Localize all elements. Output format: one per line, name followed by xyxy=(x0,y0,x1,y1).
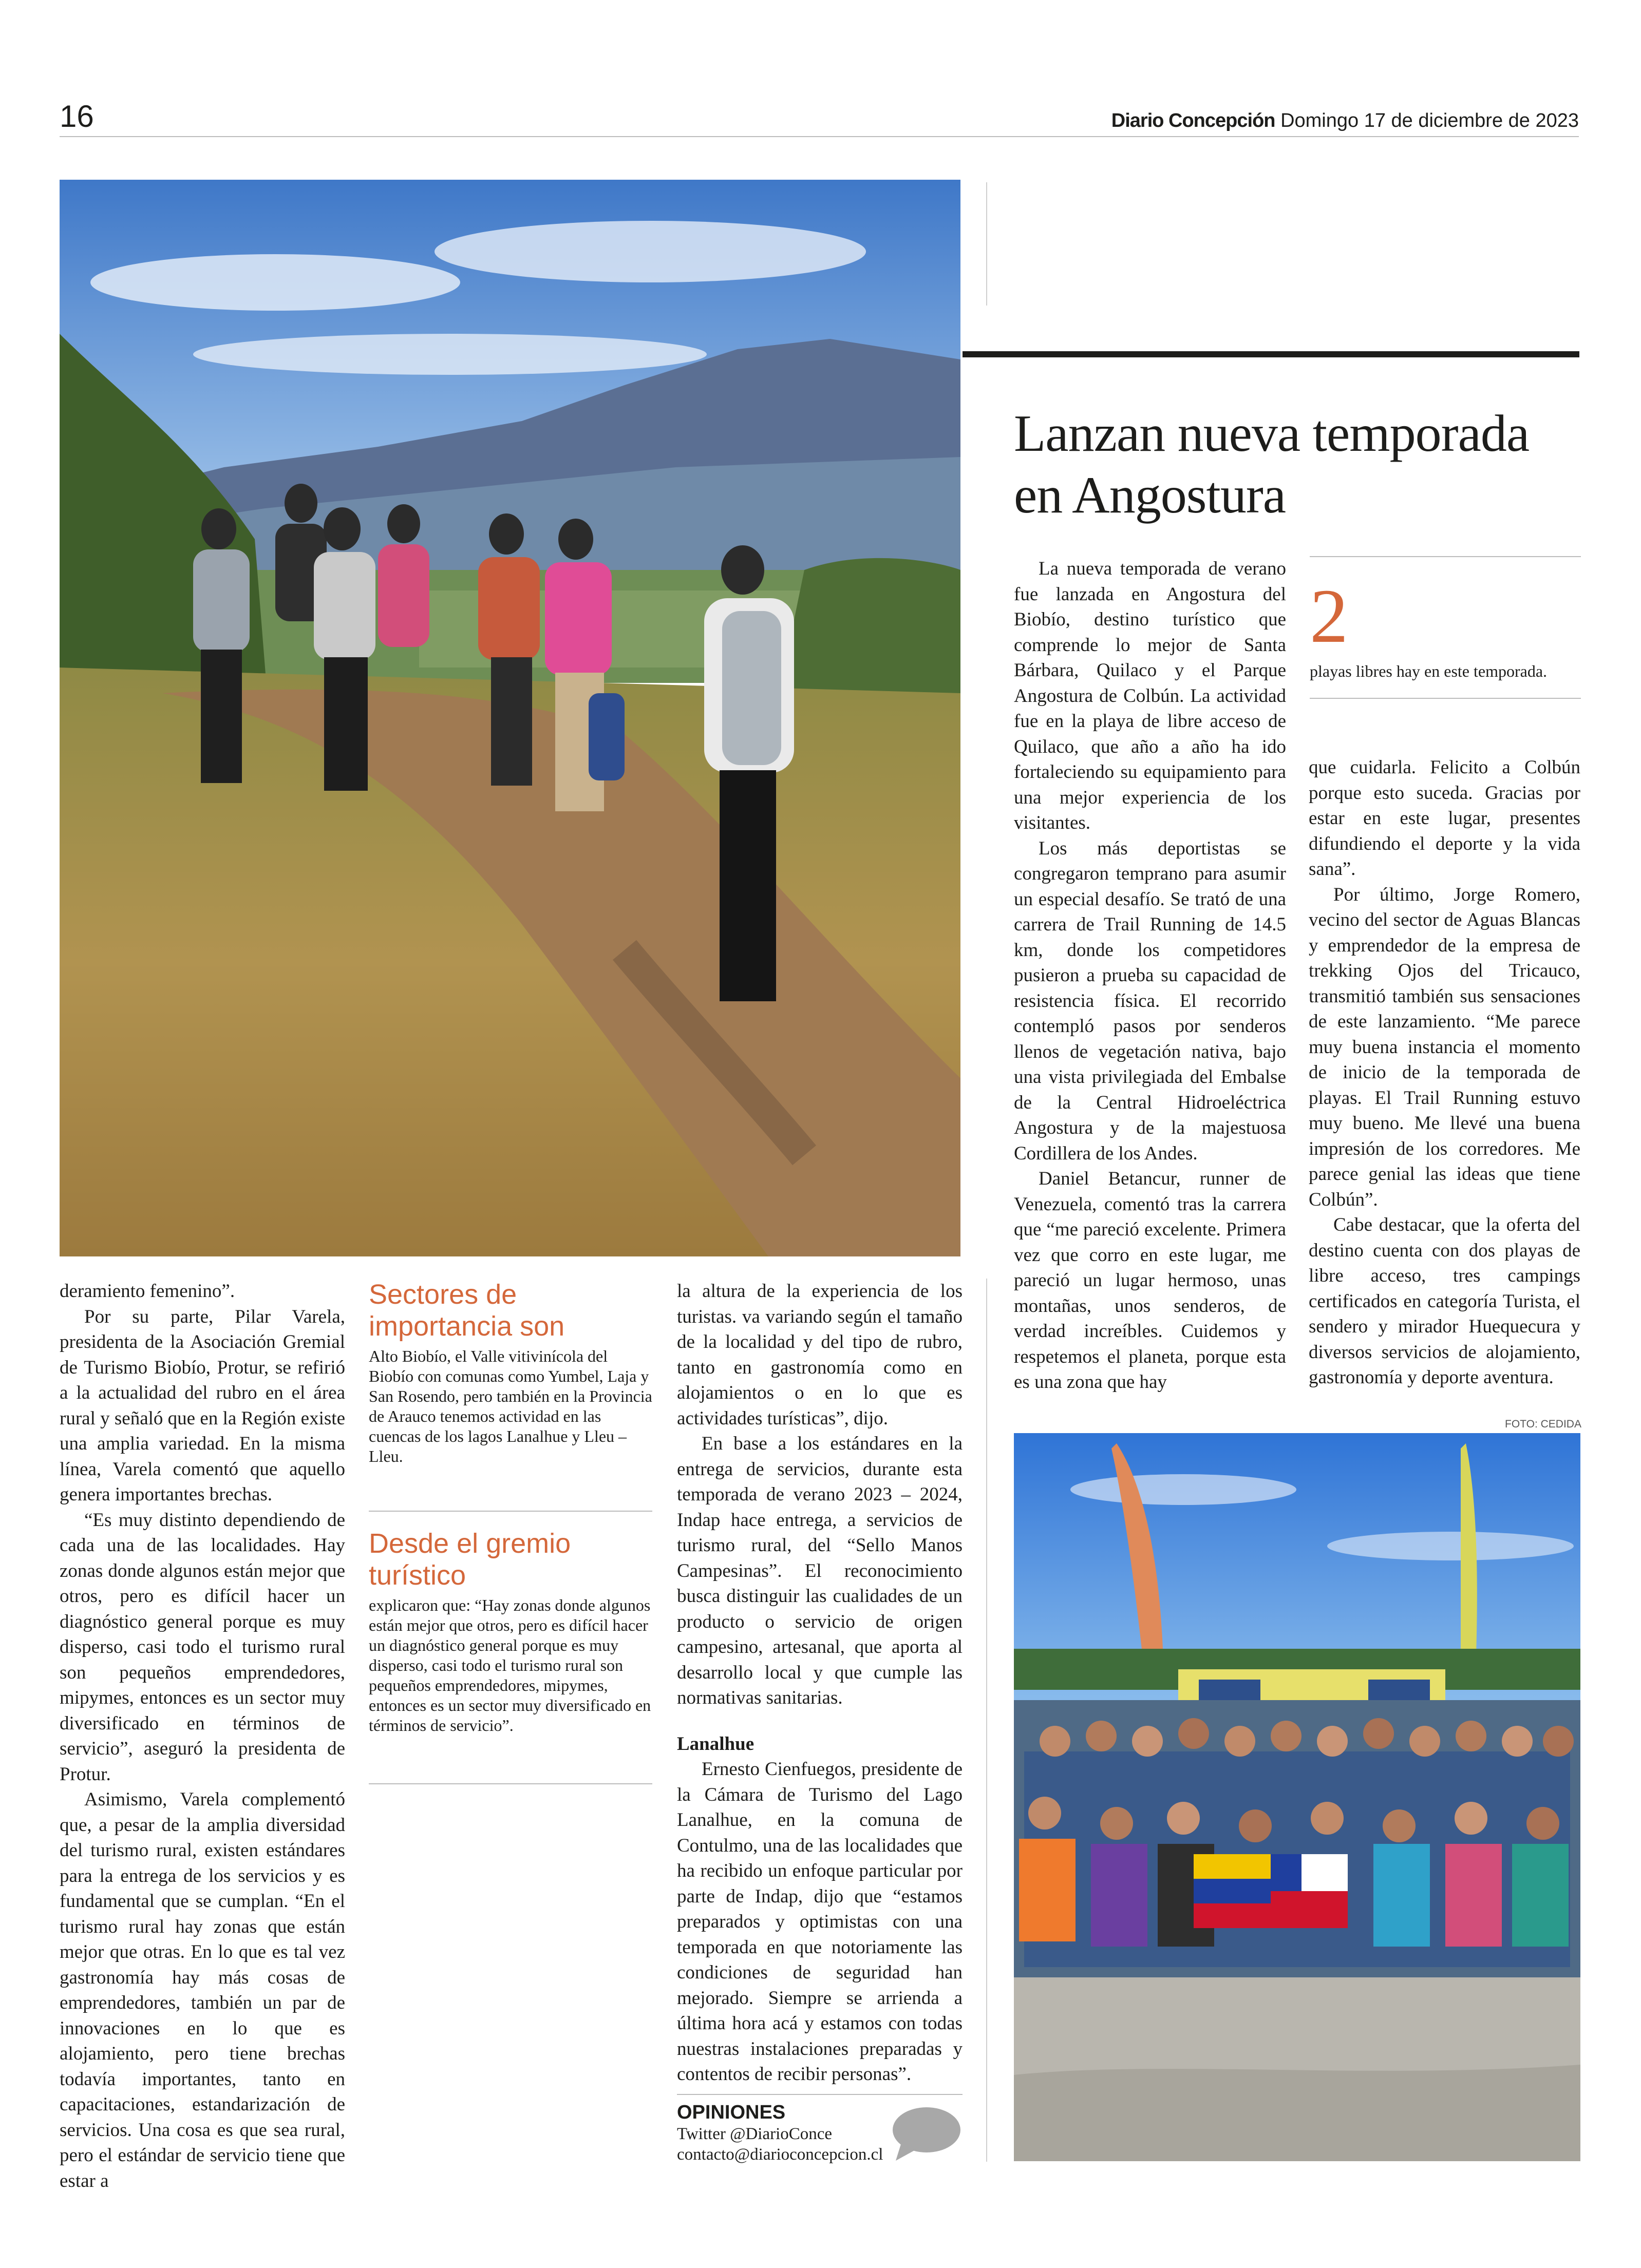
stat-label: playas libres hay en este temporada. xyxy=(1310,662,1548,680)
paragraph: Por su parte, Pilar Varela, presidenta de la Asociación Gremial de Turismo Biobío, Protur, se refirió a la actualidad del rubro en el área rural y señaló que en la Región existe una amplia variedad. En la misma línea, Varela comentó que aquello genera importantes brechas. xyxy=(60,1306,345,1505)
column-rule xyxy=(986,1279,987,2162)
photo-credit: FOTO: CEDIDA xyxy=(1505,1418,1581,1430)
headline-bar xyxy=(963,351,1579,357)
stat-rule-bottom xyxy=(1310,698,1581,699)
sidebar-title: Sectores de importancia son xyxy=(369,1279,565,1342)
article-column-5 xyxy=(1309,755,1580,1390)
runners-group-photo xyxy=(1014,1433,1580,2161)
subhead: Lanalhue xyxy=(677,1733,755,1755)
article-column-4 xyxy=(1014,556,1286,1395)
article-column-1 xyxy=(60,1279,345,2194)
page-number: 16 xyxy=(60,99,94,134)
masthead xyxy=(1111,108,1579,134)
sidebar-divider xyxy=(369,1783,652,1784)
speech-bubble-icon xyxy=(891,2105,961,2163)
opinions-rule xyxy=(677,2094,963,2095)
sidebar-box-2 xyxy=(369,1528,652,1736)
sidebar-text: Alto Biobío, el Valle vitivinícola del Biobío con comunas como Yumbel, Laja y San Rosendo, pero también en la Provincia de Arauco tenemos actividad en las cuencas de los lagos Lanalhue y Lleu – Lleu. xyxy=(369,1347,652,1465)
paragraph: Por último, Jorge Romero, vecino del sector de Aguas Blancas y emprendedor de la empresa de trekking Ojos del Tricauco, transmitió también sus sensaciones de este lanzamiento. “Me parece muy buena instancia el momento de inicio de la temporada de playas. El Trail Running estuvo muy bueno. Me llevé una buena impresión de los corredores. Me parece genial las ideas que tiene Colbún”. xyxy=(1309,884,1580,1210)
sidebar-box-1 xyxy=(369,1279,652,1466)
paragraph: la altura de la experiencia de los turistas. va variando según el tamaño de la localidad y del tipo de rubro, tanto en gastronomía como en alojamientos o en lo que es actividades turísticas”, dijo. xyxy=(677,1281,963,1429)
header-rule xyxy=(60,136,1579,137)
paragraph: La nueva temporada de verano fue lanzada en Angostura del Biobío, destino turístico que comprende lo mejor de Santa Bárbara, Quilaco y el Parque Angostura de Colbún. La actividad fue en la playa de libre acceso de Quilaco, que año a año ha ido fortaleciendo su equipamiento para una mejor experiencia de los visitantes. xyxy=(1014,558,1286,833)
column-rule xyxy=(986,182,987,306)
brand-name: Diario Concepción xyxy=(1111,110,1275,131)
sidebar-title: Desde el gremio turístico xyxy=(369,1528,571,1591)
paragraph: Los más deportistas se congregaron temprano para asumir un especial desafío. Se trató de una carrera de Trail Running de 14.5 km, donde los competidores pusieron a prueba su capacidad de resistencia física. El recorrido contempló pasos por senderos llenos de vegetación nativa, bajo una vista privilegiada del Embalse de la Central Hidroeléctrica Angostura y de la majestuosa Cordillera de los Andes. xyxy=(1014,837,1286,1164)
twitter-handle[interactable]: Twitter @DiarioConce xyxy=(677,2125,833,2143)
contact-email[interactable]: contacto@diarioconcepcion.cl xyxy=(677,2145,883,2164)
stat-box xyxy=(1310,556,1581,699)
paragraph: Daniel Betancur, runner de Venezuela, comentó tras la carrera que “me pareció excelente. Primera vez que corro en este lugar, me pareció un lugar hermoso, unas montañas, unos senderos, de verdad increíbles. Cuidemos y respetemos el planeta, porque esta es una zona que hay xyxy=(1014,1168,1286,1393)
paragraph: Cabe destacar, que la oferta del destino cuenta con dos playas de libre acceso, tres campings certificados en categoría Turista, el sendero y mirador Huequecura y diversos servicios de alojamiento, gastronomía y deporte aventura. xyxy=(1309,1214,1580,1388)
article-column-3 xyxy=(677,1279,963,2087)
stat-rule-top xyxy=(1310,556,1581,557)
paragraph: deramiento femenino”. xyxy=(60,1281,235,1302)
paragraph: que cuidarla. Felicito a Colbún porque esto suceda. Gracias por estar en este lugar, presentes difundiendo el deporte y la vida sana”. xyxy=(1309,757,1580,880)
sidebar-text: explicaron que: “Hay zonas donde algunos están mejor que otros, pero es difícil hacer un diagnóstico general porque es muy disperso, casi todo el turismo rural son pequeños emprendedores, mipymes, entonces es un sector muy diversificado en términos de servicio”. xyxy=(369,1596,651,1735)
paragraph: Asimismo, Varela complementó que, a pesar de la amplia diversidad del turismo rural, existen estándares para la entrega de los servicios y es fundamental que se cumplan. “En el turismo rural hay zonas que están mejor que otras. En lo que es tal vez gastronomía hay más cosas de emprendedores, también un par de innovaciones en lo que es alojamiento, pero tiene brechas todavía importantes, tanto en capacitaciones, estandarización de servicios. Una cosa es que sea rural, pero el estándar de servicio tiene que estar a xyxy=(60,1789,345,2191)
opinions-title: OPINIONES xyxy=(677,2102,786,2123)
article-headline: Lanzan nueva temporada en Angostura xyxy=(1014,405,1530,524)
issue-date: Domingo 17 de diciembre de 2023 xyxy=(1280,110,1579,131)
paragraph: Ernesto Cienfuegos, presidente de la Cámara de Turismo del Lago Lanalhue, en la comuna de Contulmo, una de las localidades que ha recibido un enfoque particular por parte de Indap, dijo que “estamos preparados y optimistas con una temporada en que notoriamente las condiciones de seguridad han mejorado. Siempre se arrienda a última hora acá y estamos con todas nuestras instalaciones preparadas y contentos de recibir personas”. xyxy=(677,1759,963,2085)
sidebar-divider xyxy=(369,1511,652,1512)
paragraph: En base a los estándares en la entrega de servicios, durante esta temporada de verano 2023 – 2024, Indap hace entrega, a servicios de turismo rural, del “Sello Manos Campesinas”. El reconocimiento busca distinguir las cualidades de un producto o servicio de origen campesino, artesanal, que aporta al desarrollo local y que cumple las normativas sanitarias. xyxy=(677,1433,963,1708)
paragraph: “Es muy distinto dependiendo de cada una de las localidades. Hay zonas donde algunos están mejor que otros, pero es difícil hacer un diagnóstico general porque es muy disperso, casi todo el turismo rural son pequeños emprendedores, mipymes, entonces es un sector muy diversificado en términos de servicio”, aseguró la presidenta de Protur. xyxy=(60,1509,345,1785)
stat-number: 2 xyxy=(1310,574,1348,659)
hikers-photo xyxy=(60,180,960,1256)
